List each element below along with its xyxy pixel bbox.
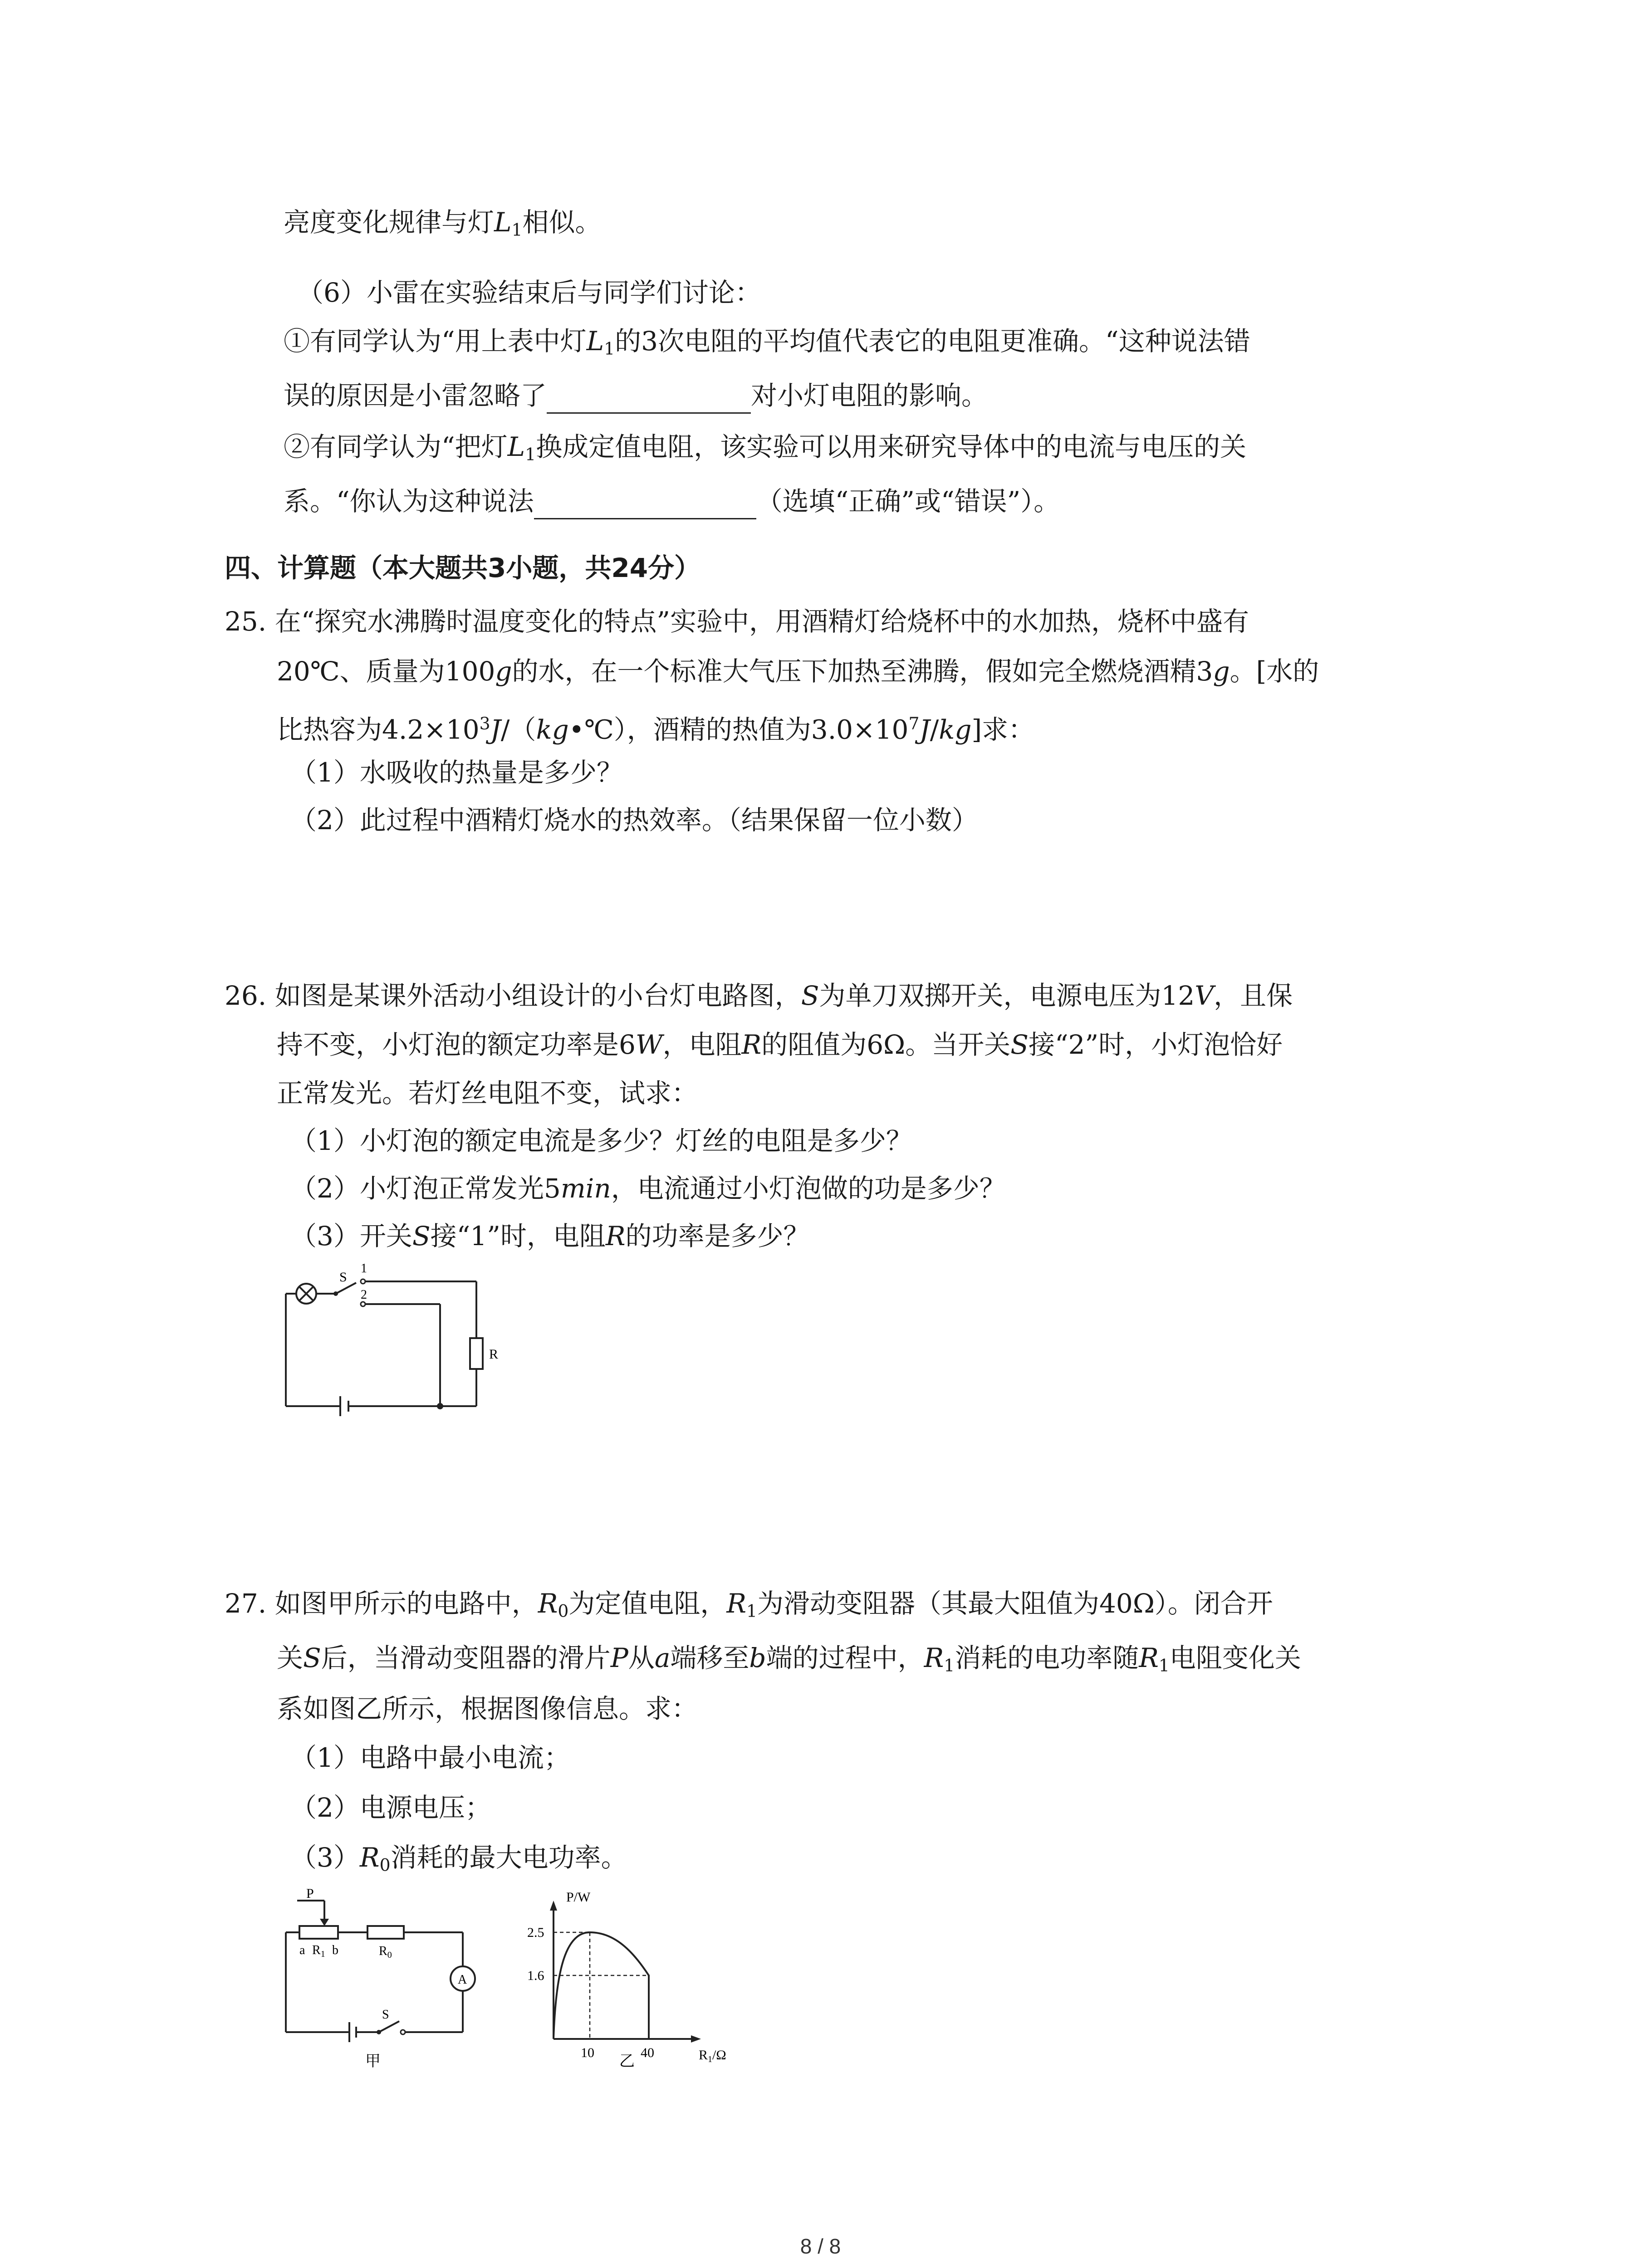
label-2: 2 xyxy=(361,1288,367,1302)
label-A: A xyxy=(458,1973,467,1987)
q27-subq-2: （2）电源电压； xyxy=(290,1792,491,1823)
q24-line-3: ①有同学认为“用上表中灯$L_1$的3次电阻的平均值代表它的电阻更准确。“这种说法错 xyxy=(284,326,1250,359)
q25-subq-2: （2）此过程中酒精灯烧水的热效率。（结果保留一位小数） xyxy=(290,805,978,836)
label-P: P xyxy=(306,1886,314,1901)
q26-subq-3: （3）开关S接“1”时，电阻R的功率是多少？ xyxy=(290,1221,810,1251)
caption-jia: 甲 xyxy=(365,2053,381,2070)
q24-line-5: ②有同学认为“把灯$L_1$换成定值电阻，该实验可以用来研究导体中的电流与电压的关 xyxy=(284,431,1247,464)
q26-subq-2: （2）小灯泡正常发光5min，电流通过小灯泡做的功是多少？ xyxy=(290,1173,1006,1204)
q25-stem-line-3: 比热容为$4.2\times 10^3J/(kg•℃)$，酒精的热值为$3.0\times 10^7J/kg$]求： xyxy=(277,714,1035,745)
q26-circuit-diagram xyxy=(272,1261,526,1424)
q26-stem-line-1: 26. 如图是某课外活动小组设计的小台灯电路图，S为单刀双掷开关，电源电压为12V，且保 xyxy=(225,980,1293,1011)
q27-stem-line-1: 27. 如图甲所示的电路中，$R_0$为定值电阻，$R_1$为滑动变阻器（其最大阻值为40Ω）。闭合开 xyxy=(225,1588,1273,1621)
q24-subq-6: （6）小雷在实验结束后与同学们讨论： xyxy=(297,277,761,308)
label-1: 1 xyxy=(361,1261,367,1276)
label-a: a xyxy=(299,1943,305,1957)
label-R1: $R_1$ xyxy=(312,1943,325,1959)
label-S: S xyxy=(339,1270,347,1285)
x-tick-40: 40 xyxy=(641,2045,654,2060)
switch-blade xyxy=(379,2021,399,2032)
q26-subq-1: （1）小灯泡的额定电流是多少？灯丝的电阻是多少？ xyxy=(290,1125,912,1156)
resistor-R xyxy=(470,1338,483,1369)
x-axis-label: $R_1/\Omega$ xyxy=(699,2048,726,2064)
y-tick-2.5: 2.5 xyxy=(527,1925,544,1940)
q27-stem-line-3: 系如图乙所示，根据图像信息。求： xyxy=(277,1693,698,1724)
q27-circuit-jia xyxy=(272,1882,485,2073)
q24-line-6: 系。“你认为这种说法 （选填“正确”或“错误”）。 xyxy=(284,483,1060,519)
label-R0: $R_0$ xyxy=(379,1944,392,1960)
section-heading: 四、计算题（本大题共3小题，共24分） xyxy=(225,552,701,583)
label-R: R xyxy=(489,1347,499,1362)
rheostat-R1 xyxy=(299,1926,338,1939)
q25-stem-line-1: 25. 在“探究水沸腾时温度变化的特点”实验中，用酒精灯给烧杯中的水加热，烧杯中盛有 xyxy=(225,606,1249,637)
label-S: S xyxy=(382,2008,389,2022)
caption-yi: 乙 xyxy=(619,2053,635,2070)
y-axis-label: P/W xyxy=(566,1890,591,1905)
page-number: 8 / 8 xyxy=(800,2234,841,2258)
q27-graph-yi xyxy=(513,1882,758,2073)
resistor-R0 xyxy=(367,1926,404,1939)
answer-blank-2[interactable] xyxy=(534,490,756,519)
slider-arrow xyxy=(320,1919,329,1926)
power-curve xyxy=(554,1932,649,2039)
q27-subq-3: $(3)R_0$消耗的最大电功率。 xyxy=(290,1842,627,1875)
q24-line-4: 误的原因是小雷忽略了 对小灯电阻的影响。 xyxy=(284,377,988,414)
q25-subq-1: （1）水吸收的热量是多少？ xyxy=(290,757,623,788)
answer-blank-1[interactable] xyxy=(547,384,751,414)
x-tick-10: 10 xyxy=(581,2045,594,2060)
q27-stem-line-2: 关S后，当滑动变阻器的滑片P从a端移至b端的过程中，$R_1$消耗的电功率随$R_1$电阻变化关 xyxy=(277,1642,1301,1676)
label-b: b xyxy=(332,1943,338,1957)
q26-stem-line-3: 正常发光。若灯丝电阻不变，试求： xyxy=(277,1078,698,1109)
q27-subq-1: （1）电路中最小电流； xyxy=(290,1742,570,1773)
q26-stem-line-2: 持不变，小灯泡的额定功率是6W，电阻R的阻值为6Ω。当开关S接“2”时，小灯泡恰好 xyxy=(277,1029,1283,1060)
q25-stem-line-2: 20℃、质量为100g的水，在一个标准大气压下加热至沸腾，假如完全燃烧酒精3g。[水的 xyxy=(277,656,1319,687)
y-tick-1.6: 1.6 xyxy=(527,1968,544,1983)
q24-line-1: 亮度变化规律与灯$L_1$相似。 xyxy=(284,207,602,240)
